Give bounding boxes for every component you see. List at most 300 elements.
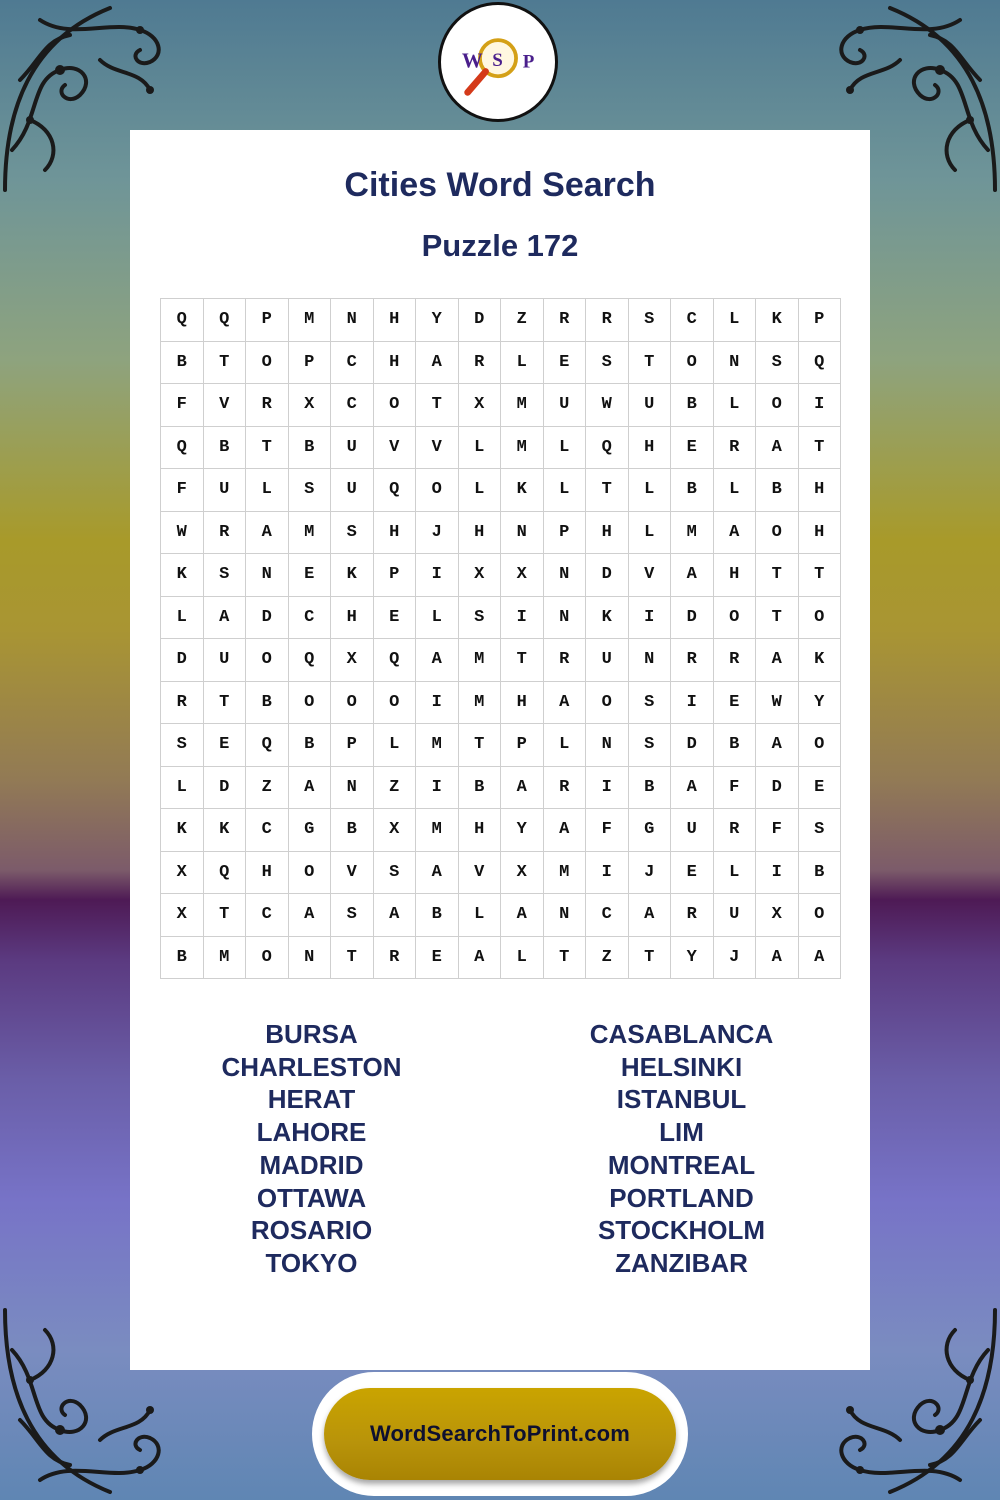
grid-cell[interactable]: R [543, 299, 586, 342]
grid-cell[interactable]: X [458, 554, 501, 597]
grid-cell[interactable]: H [586, 511, 629, 554]
grid-cell[interactable]: K [501, 469, 544, 512]
grid-cell[interactable]: T [628, 341, 671, 384]
grid-cell[interactable]: O [246, 936, 289, 979]
grid-cell[interactable]: R [671, 894, 714, 937]
grid-cell[interactable]: Y [416, 299, 459, 342]
grid-cell[interactable]: N [543, 894, 586, 937]
grid-cell[interactable]: Z [373, 766, 416, 809]
puzzle-sheet [130, 130, 870, 1370]
grid-cell[interactable]: F [161, 469, 204, 512]
grid-cell[interactable]: A [756, 936, 799, 979]
grid-cell[interactable]: R [543, 639, 586, 682]
grid-cell[interactable]: C [671, 299, 714, 342]
grid-row [161, 936, 841, 979]
grid-cell[interactable]: U [203, 639, 246, 682]
grid-cell[interactable]: V [203, 384, 246, 427]
grid-cell[interactable]: X [501, 851, 544, 894]
grid-cell[interactable]: T [458, 724, 501, 767]
grid-cell[interactable]: R [203, 511, 246, 554]
logo-letter-w: W [461, 48, 483, 73]
site-name: WordSearchToPrint.com [369, 1421, 631, 1446]
grid-row [161, 596, 841, 639]
grid-cell[interactable]: X [161, 851, 204, 894]
grid-cell[interactable]: E [713, 681, 756, 724]
grid-cell[interactable]: Q [203, 851, 246, 894]
grid-cell[interactable]: T [246, 426, 289, 469]
grid-cell[interactable]: K [756, 299, 799, 342]
grid-cell[interactable]: T [628, 936, 671, 979]
grid-cell[interactable]: U [331, 469, 374, 512]
grid-cell[interactable]: S [331, 894, 374, 937]
grid-cell[interactable]: E [203, 724, 246, 767]
grid-cell[interactable]: D [203, 766, 246, 809]
grid-cell[interactable]: U [331, 426, 374, 469]
puzzle-title: Cities Word Search [344, 166, 656, 204]
grid-cell[interactable]: N [331, 766, 374, 809]
grid-cell[interactable]: A [288, 766, 331, 809]
puzzle-number: Puzzle 172 [421, 228, 579, 263]
grid-cell[interactable]: Y [501, 809, 544, 852]
grid-cell[interactable]: N [586, 724, 629, 767]
grid-cell[interactable]: N [501, 511, 544, 554]
grid-cell[interactable]: S [798, 809, 841, 852]
grid-row [161, 639, 841, 682]
grid-cell[interactable]: I [586, 851, 629, 894]
grid-cell[interactable]: A [501, 766, 544, 809]
grid-cell[interactable]: Q [203, 299, 246, 342]
grid-cell[interactable]: N [246, 554, 289, 597]
grid-cell[interactable]: L [246, 469, 289, 512]
grid-cell[interactable]: H [373, 341, 416, 384]
grid-cell[interactable]: P [373, 554, 416, 597]
word-list [130, 1018, 870, 1280]
grid-cell[interactable]: V [373, 426, 416, 469]
grid-cell[interactable]: M [501, 426, 544, 469]
grid-cell[interactable]: U [586, 639, 629, 682]
grid-cell[interactable]: B [331, 809, 374, 852]
grid-cell[interactable]: B [161, 936, 204, 979]
grid-cell[interactable]: O [288, 851, 331, 894]
grid-cell[interactable]: S [331, 511, 374, 554]
grid-cell[interactable]: K [203, 809, 246, 852]
grid-row [161, 341, 841, 384]
grid-cell[interactable]: T [798, 554, 841, 597]
grid-cell[interactable]: T [543, 936, 586, 979]
grid-cell[interactable]: U [713, 894, 756, 937]
word-item: LIM [659, 1117, 704, 1148]
grid-cell[interactable]: O [373, 384, 416, 427]
grid-cell[interactable]: Z [501, 299, 544, 342]
grid-cell[interactable]: M [458, 639, 501, 682]
logo-letter-p: P [522, 51, 535, 73]
grid-cell[interactable]: I [416, 766, 459, 809]
grid-cell[interactable]: S [458, 596, 501, 639]
grid-cell[interactable]: T [203, 894, 246, 937]
grid-cell[interactable]: E [671, 426, 714, 469]
grid-cell[interactable]: E [288, 554, 331, 597]
grid-cell[interactable]: M [671, 511, 714, 554]
grid-cell[interactable]: F [713, 766, 756, 809]
grid-cell[interactable]: O [246, 639, 289, 682]
grid-cell[interactable]: O [288, 681, 331, 724]
grid-cell[interactable]: B [416, 894, 459, 937]
grid-cell[interactable]: I [628, 596, 671, 639]
grid-cell[interactable]: N [628, 639, 671, 682]
word-item: HERAT [267, 1084, 356, 1115]
grid-cell[interactable]: A [543, 681, 586, 724]
grid-cell[interactable]: F [756, 809, 799, 852]
grid-cell[interactable]: Z [586, 936, 629, 979]
grid-cell[interactable]: T [501, 639, 544, 682]
grid-cell[interactable]: L [543, 724, 586, 767]
grid-cell[interactable]: O [331, 681, 374, 724]
grid-cell[interactable]: A [416, 851, 459, 894]
grid-cell[interactable]: A [373, 894, 416, 937]
grid-cell[interactable]: K [586, 596, 629, 639]
grid-cell[interactable]: R [713, 809, 756, 852]
grid-cell[interactable]: L [416, 596, 459, 639]
word-item: ISTANBUL [616, 1084, 747, 1115]
grid-cell[interactable]: Q [161, 299, 204, 342]
grid-cell[interactable]: L [161, 766, 204, 809]
grid-cell[interactable]: I [501, 596, 544, 639]
footer-badge [312, 1372, 688, 1496]
grid-cell[interactable]: D [161, 639, 204, 682]
grid-cell[interactable]: E [798, 766, 841, 809]
grid-cell[interactable]: R [671, 639, 714, 682]
grid-cell[interactable]: H [246, 851, 289, 894]
grid-cell[interactable]: I [416, 554, 459, 597]
grid-cell[interactable]: H [331, 596, 374, 639]
grid-cell[interactable]: V [416, 426, 459, 469]
grid-cell[interactable]: I [671, 681, 714, 724]
grid-row [161, 554, 841, 597]
word-item: MONTREAL [607, 1149, 756, 1180]
grid-cell[interactable]: D [671, 724, 714, 767]
grid-cell[interactable]: V [458, 851, 501, 894]
grid-cell[interactable]: C [246, 894, 289, 937]
grid-cell[interactable]: H [373, 299, 416, 342]
grid-cell[interactable]: S [756, 341, 799, 384]
grid-cell[interactable]: C [331, 341, 374, 384]
grid-cell[interactable]: X [501, 554, 544, 597]
word-item: STOCKHOLM [597, 1215, 766, 1246]
grid-cell[interactable]: O [798, 724, 841, 767]
grid-cell[interactable]: I [586, 766, 629, 809]
grid-cell[interactable]: L [373, 724, 416, 767]
grid-cell[interactable]: X [288, 384, 331, 427]
grid-row [161, 426, 841, 469]
grid-cell[interactable]: M [543, 851, 586, 894]
grid-cell[interactable]: A [543, 809, 586, 852]
grid-cell[interactable]: P [798, 299, 841, 342]
grid-cell[interactable]: V [331, 851, 374, 894]
grid-cell[interactable]: C [246, 809, 289, 852]
word-item: ZANZIBAR [615, 1247, 748, 1278]
grid-cell[interactable]: D [756, 766, 799, 809]
grid-cell[interactable]: T [416, 384, 459, 427]
grid-cell[interactable]: O [416, 469, 459, 512]
word-item: PORTLAND [609, 1182, 754, 1213]
grid-cell[interactable]: R [713, 639, 756, 682]
grid-cell[interactable]: K [798, 639, 841, 682]
word-item: CHARLESTON [221, 1051, 402, 1082]
grid-row [161, 384, 841, 427]
grid-cell[interactable]: O [586, 681, 629, 724]
grid-cell[interactable]: C [586, 894, 629, 937]
grid-cell[interactable]: U [671, 809, 714, 852]
grid-row [161, 469, 841, 512]
grid-cell[interactable]: F [586, 809, 629, 852]
grid-cell[interactable]: R [373, 936, 416, 979]
grid-cell[interactable]: C [288, 596, 331, 639]
grid-cell[interactable]: O [373, 681, 416, 724]
grid-cell[interactable]: N [713, 341, 756, 384]
grid-cell[interactable]: A [756, 426, 799, 469]
grid-cell[interactable]: V [628, 554, 671, 597]
grid-cell[interactable]: D [586, 554, 629, 597]
grid-cell[interactable]: N [288, 936, 331, 979]
grid-cell[interactable]: X [458, 384, 501, 427]
grid-cell[interactable]: T [756, 596, 799, 639]
grid-cell[interactable]: S [628, 681, 671, 724]
grid-cell[interactable]: X [373, 809, 416, 852]
grid-cell[interactable]: M [288, 299, 331, 342]
grid-cell[interactable]: Q [798, 341, 841, 384]
grid-row [161, 681, 841, 724]
grid-cell[interactable]: I [798, 384, 841, 427]
grid-cell[interactable]: S [373, 851, 416, 894]
grid-cell[interactable]: H [373, 511, 416, 554]
grid-cell[interactable]: L [458, 894, 501, 937]
grid-cell[interactable]: I [756, 851, 799, 894]
grid-cell[interactable]: N [543, 596, 586, 639]
grid-cell[interactable]: H [798, 469, 841, 512]
grid-cell[interactable]: B [628, 766, 671, 809]
grid-cell[interactable]: L [628, 511, 671, 554]
grid-cell[interactable]: B [203, 426, 246, 469]
grid-cell[interactable]: U [628, 384, 671, 427]
grid-cell[interactable]: K [161, 809, 204, 852]
grid-cell[interactable]: T [203, 681, 246, 724]
grid-cell[interactable]: L [713, 299, 756, 342]
grid-cell[interactable]: A [713, 511, 756, 554]
grid-cell[interactable]: A [416, 639, 459, 682]
grid-cell[interactable]: D [671, 596, 714, 639]
grid-cell[interactable]: J [416, 511, 459, 554]
grid-cell[interactable]: Q [586, 426, 629, 469]
grid-cell[interactable]: T [331, 936, 374, 979]
grid-cell[interactable]: S [203, 554, 246, 597]
grid-cell[interactable]: Y [798, 681, 841, 724]
grid-cell[interactable]: X [756, 894, 799, 937]
word-item: TOKYO [265, 1247, 358, 1278]
grid-cell[interactable]: M [288, 511, 331, 554]
grid-cell[interactable]: U [203, 469, 246, 512]
grid-cell[interactable]: M [203, 936, 246, 979]
grid-cell[interactable]: O [246, 341, 289, 384]
grid-cell[interactable]: B [288, 426, 331, 469]
grid-cell[interactable]: E [671, 851, 714, 894]
grid-row [161, 851, 841, 894]
grid-cell[interactable]: R [586, 299, 629, 342]
grid-cell[interactable]: M [458, 681, 501, 724]
grid-cell[interactable]: H [628, 426, 671, 469]
grid-cell[interactable]: B [288, 724, 331, 767]
grid-row [161, 724, 841, 767]
grid-cell[interactable]: L [161, 596, 204, 639]
grid-cell[interactable]: R [458, 341, 501, 384]
grid-cell[interactable]: H [798, 511, 841, 554]
word-item: BURSA [265, 1019, 358, 1049]
grid-cell[interactable]: N [543, 554, 586, 597]
grid-cell[interactable]: A [416, 341, 459, 384]
logo-letter-s: S [492, 49, 503, 71]
grid-cell[interactable]: Q [373, 639, 416, 682]
grid-cell[interactable]: S [288, 469, 331, 512]
grid-cell[interactable]: A [458, 936, 501, 979]
grid-cell[interactable]: H [458, 809, 501, 852]
grid-cell[interactable]: B [246, 681, 289, 724]
word-list-left [130, 1018, 493, 1280]
grid-row [161, 299, 841, 342]
grid-cell[interactable]: U [543, 384, 586, 427]
grid-cell[interactable]: K [331, 554, 374, 597]
grid-cell[interactable]: A [288, 894, 331, 937]
grid-row [161, 894, 841, 937]
grid-cell[interactable]: M [416, 724, 459, 767]
grid-cell[interactable]: L [713, 384, 756, 427]
grid-cell[interactable]: R [713, 426, 756, 469]
grid-cell[interactable]: L [543, 469, 586, 512]
grid-cell[interactable]: E [416, 936, 459, 979]
grid-cell[interactable]: W [756, 681, 799, 724]
grid-cell[interactable]: T [798, 426, 841, 469]
grid-cell[interactable]: O [798, 596, 841, 639]
grid-cell[interactable]: A [798, 936, 841, 979]
grid-cell[interactable]: R [161, 681, 204, 724]
grid-cell[interactable]: J [713, 936, 756, 979]
grid-row [161, 766, 841, 809]
grid-cell[interactable]: A [671, 766, 714, 809]
grid-cell[interactable]: P [246, 299, 289, 342]
grid-cell[interactable]: K [161, 554, 204, 597]
grid-cell[interactable]: S [586, 341, 629, 384]
grid-cell[interactable]: Q [246, 724, 289, 767]
grid-cell[interactable]: L [628, 469, 671, 512]
grid-cell[interactable]: B [671, 384, 714, 427]
grid-cell[interactable]: A [756, 639, 799, 682]
grid-cell[interactable]: N [331, 299, 374, 342]
grid-cell[interactable]: L [713, 851, 756, 894]
grid-cell[interactable]: L [501, 936, 544, 979]
grid-cell[interactable]: J [628, 851, 671, 894]
grid-cell[interactable]: L [501, 341, 544, 384]
grid-cell[interactable]: Q [161, 426, 204, 469]
grid-cell[interactable]: W [161, 511, 204, 554]
grid-cell[interactable]: D [458, 299, 501, 342]
word-item: LAHORE [256, 1117, 367, 1148]
grid-cell[interactable]: B [161, 341, 204, 384]
grid-cell[interactable]: D [246, 596, 289, 639]
grid-cell[interactable]: E [543, 341, 586, 384]
grid-cell[interactable]: L [713, 469, 756, 512]
grid-cell[interactable]: P [501, 724, 544, 767]
grid-cell[interactable]: O [756, 384, 799, 427]
grid-cell[interactable]: L [543, 426, 586, 469]
grid-cell[interactable]: S [628, 724, 671, 767]
grid-cell[interactable]: W [586, 384, 629, 427]
grid-cell[interactable]: H [501, 681, 544, 724]
word-item: OTTAWA [256, 1182, 367, 1213]
grid-cell[interactable]: R [246, 384, 289, 427]
grid-cell[interactable]: B [713, 724, 756, 767]
grid-cell[interactable]: C [331, 384, 374, 427]
grid-cell[interactable]: Z [246, 766, 289, 809]
grid-cell[interactable]: I [416, 681, 459, 724]
word-item: MADRID [259, 1149, 364, 1180]
grid-cell[interactable]: S [628, 299, 671, 342]
grid-cell[interactable]: T [756, 554, 799, 597]
grid-cell[interactable]: R [543, 766, 586, 809]
letter-grid [160, 298, 841, 979]
wsp-logo [438, 2, 558, 122]
grid-cell[interactable]: A [501, 894, 544, 937]
grid-cell[interactable]: T [586, 469, 629, 512]
grid-cell[interactable]: H [458, 511, 501, 554]
grid-cell[interactable]: G [288, 809, 331, 852]
site-link-button[interactable] [324, 1388, 676, 1480]
grid-row [161, 809, 841, 852]
word-list-right [493, 1018, 870, 1280]
grid-cell[interactable]: L [458, 469, 501, 512]
grid-cell[interactable]: P [288, 341, 331, 384]
grid-cell[interactable]: A [246, 511, 289, 554]
grid-cell[interactable]: P [543, 511, 586, 554]
grid-cell[interactable]: P [331, 724, 374, 767]
grid-cell[interactable]: A [203, 596, 246, 639]
grid-cell[interactable]: O [713, 596, 756, 639]
grid-cell[interactable]: Y [671, 936, 714, 979]
grid-cell[interactable]: T [203, 341, 246, 384]
grid-cell[interactable]: Q [373, 469, 416, 512]
grid-cell[interactable]: B [798, 851, 841, 894]
grid-cell[interactable]: G [628, 809, 671, 852]
grid-cell[interactable]: S [161, 724, 204, 767]
grid-cell[interactable]: A [628, 894, 671, 937]
grid-cell[interactable]: A [671, 554, 714, 597]
grid-cell[interactable]: O [756, 511, 799, 554]
grid-cell[interactable]: B [756, 469, 799, 512]
grid-cell[interactable]: O [671, 341, 714, 384]
grid-cell[interactable]: M [416, 809, 459, 852]
grid-cell[interactable]: Q [288, 639, 331, 682]
grid-cell[interactable]: L [458, 426, 501, 469]
word-item: CASABLANCA [589, 1019, 774, 1049]
grid-cell[interactable]: B [458, 766, 501, 809]
grid-cell[interactable]: H [713, 554, 756, 597]
grid-cell[interactable]: M [501, 384, 544, 427]
grid-cell[interactable]: X [331, 639, 374, 682]
grid-cell[interactable]: A [756, 724, 799, 767]
grid-cell[interactable]: E [373, 596, 416, 639]
grid-cell[interactable]: B [671, 469, 714, 512]
grid-cell[interactable]: O [798, 894, 841, 937]
grid-cell[interactable]: X [161, 894, 204, 937]
grid-row [161, 511, 841, 554]
grid-cell[interactable]: F [161, 384, 204, 427]
